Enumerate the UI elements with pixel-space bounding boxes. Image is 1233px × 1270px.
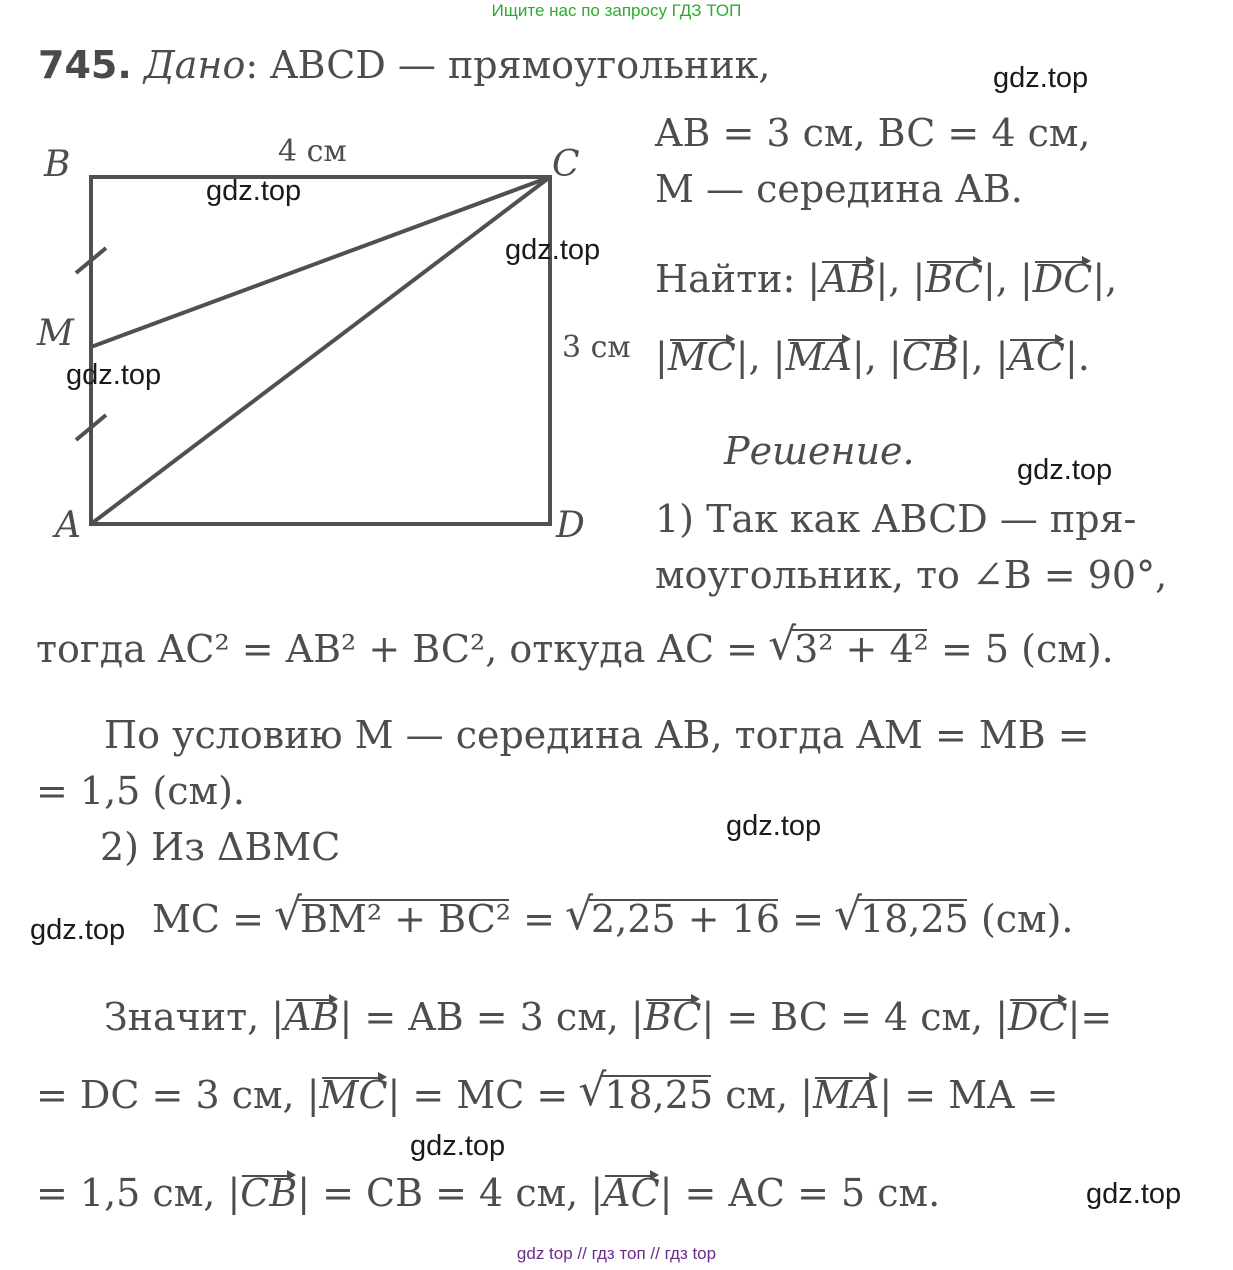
- given-line-2: AB = 3 см, BC = 4 см,: [655, 111, 1091, 155]
- given-word: Дано: [143, 43, 246, 87]
- problem-header: [38, 42, 771, 88]
- result-word: Значит,: [104, 995, 260, 1039]
- watermark: gdz.top: [505, 234, 601, 266]
- result-bc: = BC = 4 см,: [726, 995, 984, 1039]
- problem-number: 745.: [38, 43, 132, 87]
- result-vector-ab: AB: [284, 995, 340, 1039]
- mc-unit: (см).: [980, 897, 1074, 941]
- label-b: B: [44, 144, 71, 185]
- result-mc-unit: см,: [725, 1073, 789, 1117]
- find-word: Найти:: [655, 257, 796, 301]
- vector-cb: CB: [901, 335, 959, 379]
- step1-line-1: 1) Так как ABCD — пря-: [655, 497, 1137, 541]
- watermark: gdz.top: [410, 1130, 506, 1162]
- side-length-cd: 3 см: [562, 330, 631, 365]
- vector-dc: DC: [1032, 257, 1093, 301]
- result-line-2: = DC = 3 см, |MC| = MC = √ 18,25 см, |MA| = MA =: [36, 1072, 1058, 1118]
- label-d: D: [556, 505, 585, 546]
- step1-line-3: [36, 626, 1114, 672]
- segment-ac: [91, 177, 550, 524]
- step2-title: 2) Из ΔBMC: [100, 825, 341, 869]
- mc-eq-2: =: [792, 897, 824, 941]
- watermark: gdz.top: [1017, 454, 1113, 486]
- sqrt-2-25-16-radicand: 2,25 + 16: [591, 897, 781, 941]
- vector-ac: AC: [1008, 335, 1065, 379]
- watermark: gdz.top: [1086, 1178, 1182, 1210]
- find-line-2: |MC|, |MA|, |CB|, |AC|.: [655, 335, 1090, 379]
- mc-eq-1: =: [523, 897, 555, 941]
- result-vector-ma: MA: [813, 1073, 880, 1117]
- result-line-1: Значит, |AB| = AB = 3 см, |BC| = BC = 4 см, |DC|=: [104, 995, 1113, 1039]
- result-dc-eq: =: [1080, 995, 1113, 1039]
- sqrt-18-25: [836, 896, 969, 942]
- result-vector-mc: MC: [319, 1073, 388, 1117]
- sqrt-bm-bc: [276, 896, 511, 942]
- sqrt-ac-radicand: 3² + 4²: [794, 627, 929, 671]
- watermark: gdz.top: [66, 359, 162, 391]
- sqrt-bm-bc-radicand: BM² + BC²: [300, 897, 512, 941]
- step1-line-2: моугольник, то ∠B = 90°,: [655, 553, 1168, 597]
- given-line-1: : ABCD — прямоугольник,: [245, 43, 771, 87]
- vector-mc: MC: [667, 335, 736, 379]
- result-cb: = CB = 4 см,: [322, 1171, 579, 1215]
- result-dc: = DC = 3 см,: [36, 1073, 295, 1117]
- vector-ma: MA: [785, 335, 852, 379]
- footer-links[interactable]: gdz top // гдз топ // гдз top: [516, 1244, 717, 1263]
- side-length-bc: 4 см: [278, 134, 347, 169]
- label-c: C: [552, 144, 580, 185]
- search-banner[interactable]: Ищите нас по запросу ГДЗ ТОП: [491, 1, 742, 20]
- result-ma: = MA =: [904, 1073, 1059, 1117]
- sqrt-18-25-radicand: 18,25: [860, 897, 969, 941]
- segment-mc: [91, 177, 550, 347]
- sqrt-2-25-16: [567, 896, 780, 942]
- mc-lhs: MC =: [152, 897, 264, 941]
- result-ab: = AB = 3 см,: [364, 995, 619, 1039]
- find-line-1: Найти: |AB|, |BC|, |DC|,: [655, 257, 1118, 301]
- watermark: gdz.top: [726, 810, 822, 842]
- watermark: gdz.top: [30, 914, 126, 946]
- condition-line-2: = 1,5 (см).: [36, 769, 245, 813]
- watermark: gdz.top: [993, 62, 1089, 94]
- sqrt-ac: [770, 626, 929, 672]
- step1-line-3-post: = 5 (см).: [940, 627, 1114, 671]
- result-vector-dc: DC: [1008, 995, 1068, 1039]
- condition-line-1: По условию M — середина AB, тогда AM = MB =: [104, 713, 1090, 757]
- result-line-3: = 1,5 см, |CB| = CB = 4 см, |AC| = AC = 5 см.: [36, 1171, 941, 1215]
- result-mc: = MC =: [412, 1073, 569, 1117]
- mc-formula: [152, 896, 1074, 942]
- vector-bc: BC: [925, 257, 984, 301]
- step1-line-3-pre: тогда AC² = AB² + BC², откуда AC =: [36, 627, 758, 671]
- watermark: gdz.top: [206, 175, 302, 207]
- result-vector-bc: BC: [643, 995, 702, 1039]
- result-ma-value: = 1,5 см,: [36, 1171, 216, 1215]
- given-line-3: M — середина AB.: [655, 167, 1023, 211]
- label-a: A: [55, 505, 81, 546]
- label-m: M: [37, 313, 74, 354]
- result-sqrt-18-25: [580, 1072, 713, 1118]
- result-sqrt-radicand: 18,25: [604, 1073, 714, 1117]
- vector-ab: AB: [820, 257, 876, 301]
- solution-heading: Решение.: [724, 429, 915, 473]
- result-vector-ac: AC: [603, 1171, 660, 1215]
- result-vector-cb: CB: [240, 1171, 298, 1215]
- result-ac: = AC = 5 см.: [684, 1171, 941, 1215]
